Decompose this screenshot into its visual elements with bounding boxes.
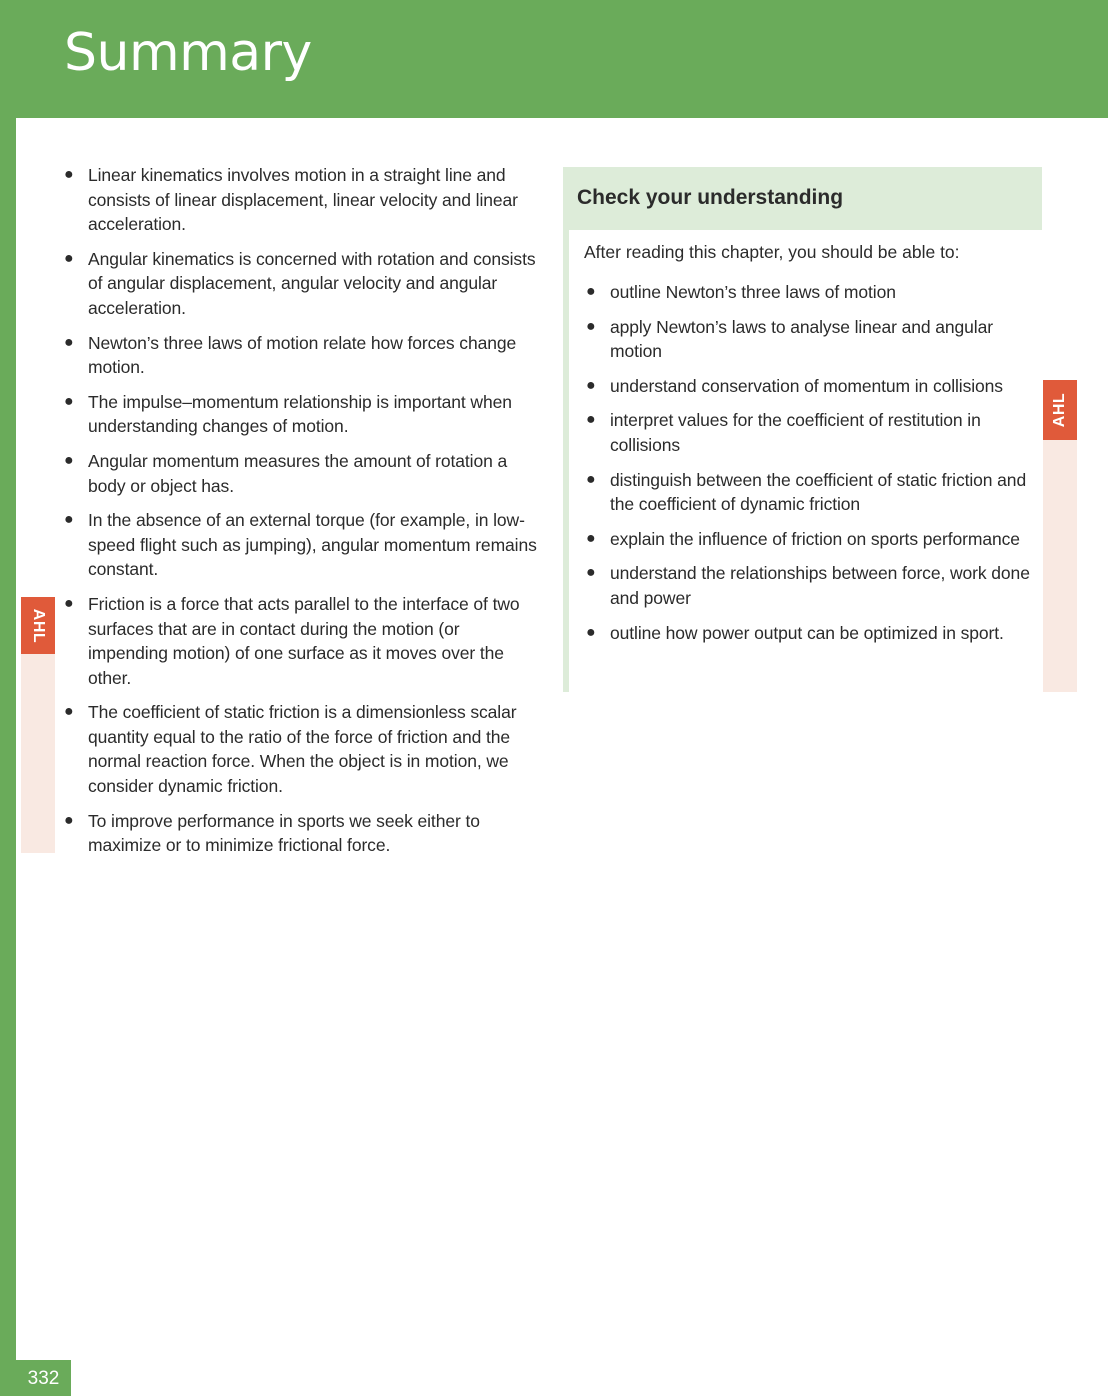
check-understanding-panel bbox=[563, 167, 1042, 692]
ahl-label-text: AHL bbox=[1051, 392, 1068, 428]
check-item bbox=[580, 374, 1040, 399]
bullet-icon: ● bbox=[64, 811, 74, 829]
summary-item-text: Newton’s three laws of motion relate how forces change motion. bbox=[88, 332, 517, 378]
bullet-icon: ● bbox=[64, 392, 74, 410]
bullet-icon: ● bbox=[64, 594, 74, 612]
bullet-icon: ● bbox=[64, 249, 74, 267]
summary-item bbox=[58, 449, 538, 498]
ahl-side-tab-left bbox=[21, 597, 55, 853]
check-understanding-header bbox=[563, 167, 1042, 230]
summary-item-text: To improve performance in sports we seek either to maximize or to minimize frictional force. bbox=[88, 810, 480, 856]
ahl-side-tab-right bbox=[1043, 380, 1077, 692]
bullet-icon: ● bbox=[64, 451, 74, 469]
summary-item-text: The coefficient of static friction is a dimensionless scalar quantity equal to the ratio of the force of friction and the normal reaction force. When the object is in motion, we consider dynamic friction. bbox=[88, 702, 517, 797]
summary-item bbox=[58, 247, 538, 321]
page-number: 332 bbox=[16, 1360, 71, 1396]
summary-item bbox=[58, 809, 538, 858]
bullet-icon: ● bbox=[586, 564, 596, 582]
summary-list bbox=[58, 163, 538, 868]
summary-item bbox=[58, 700, 538, 798]
check-item bbox=[580, 561, 1040, 610]
check-item-text: explain the influence of friction on sports performance bbox=[610, 528, 1020, 549]
check-item-text: apply Newton’s laws to analyse linear and angular motion bbox=[610, 316, 993, 362]
bullet-icon: ● bbox=[64, 511, 74, 529]
check-item-text: understand conservation of momentum in collisions bbox=[610, 375, 1003, 396]
ahl-label-left bbox=[21, 597, 55, 654]
bullet-icon: ● bbox=[586, 470, 596, 488]
bullet-icon: ● bbox=[64, 703, 74, 721]
check-item bbox=[580, 408, 1040, 457]
check-item-text: distinguish between the coefficient of static friction and the coefficient of dynamic friction bbox=[610, 469, 1027, 515]
check-understanding-title: Check your understanding bbox=[577, 186, 844, 209]
check-item-text: outline how power output can be optimized in sport. bbox=[610, 622, 1004, 643]
check-item-text: interpret values for the coefficient of restitution in collisions bbox=[610, 410, 981, 455]
summary-item bbox=[58, 390, 538, 439]
bullet-icon: ● bbox=[586, 623, 596, 641]
check-item-text: outline Newton’s three laws of motion bbox=[610, 282, 896, 302]
check-item bbox=[580, 527, 1040, 552]
check-item bbox=[580, 280, 1040, 305]
bullet-icon: ● bbox=[64, 333, 74, 351]
summary-item-text: The impulse–momentum relationship is important when understanding changes of motion. bbox=[88, 391, 512, 437]
bullet-icon: ● bbox=[586, 529, 596, 547]
bullet-icon: ● bbox=[586, 283, 596, 300]
bullet-icon: ● bbox=[586, 411, 596, 429]
check-item bbox=[580, 621, 1040, 646]
left-margin-strip bbox=[0, 118, 16, 1396]
check-item bbox=[580, 468, 1040, 517]
summary-item bbox=[58, 592, 538, 690]
check-understanding-list bbox=[580, 280, 1040, 655]
summary-item-text: Friction is a force that acts parallel to the interface of two surfaces that are in contact during the motion (or impending motion) of one surface as it moves over the other. bbox=[88, 593, 520, 688]
check-understanding-intro: After reading this chapter, you should be able to: bbox=[584, 242, 960, 262]
summary-item-text: Linear kinematics involves motion in a straight line and consists of linear displacement, linear velocity and linear acceleration. bbox=[88, 165, 518, 235]
summary-item-text: In the absence of an external torque (for example, in low-speed flight such as jumping), angular momentum remains constant. bbox=[88, 510, 537, 580]
summary-item bbox=[58, 163, 538, 237]
bullet-icon: ● bbox=[64, 166, 74, 183]
check-item bbox=[580, 315, 1040, 364]
check-item-text: understand the relationships between force, work done and power bbox=[610, 563, 1030, 608]
ahl-label-right bbox=[1043, 380, 1077, 440]
bullet-icon: ● bbox=[586, 317, 596, 335]
page-title: Summary bbox=[64, 23, 312, 83]
header-bar bbox=[0, 0, 1108, 118]
summary-item bbox=[58, 508, 538, 582]
ahl-label-text: AHL bbox=[30, 608, 47, 643]
panel-left-border bbox=[563, 230, 569, 692]
summary-item bbox=[58, 331, 538, 380]
bullet-icon: ● bbox=[586, 376, 596, 394]
summary-item-text: Angular momentum measures the amount of rotation a body or object has. bbox=[88, 450, 508, 496]
summary-item-text: Angular kinematics is concerned with rotation and consists of angular displacement, angular velocity and angular acceleration. bbox=[88, 248, 536, 318]
